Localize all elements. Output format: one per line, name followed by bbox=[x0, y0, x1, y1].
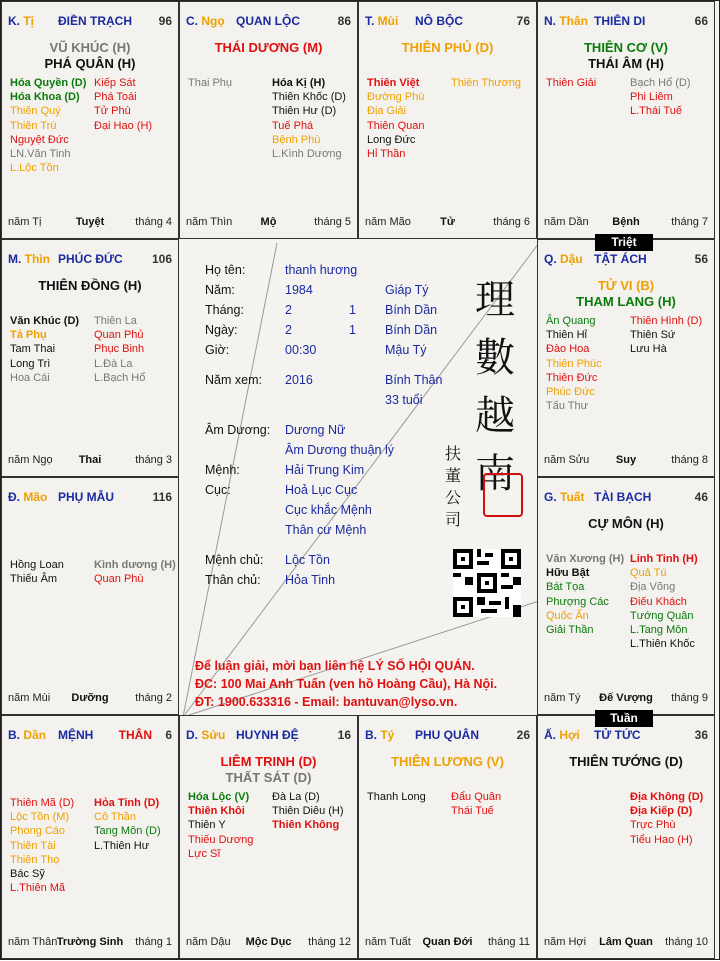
minor-star: Bác Sỹ bbox=[10, 867, 45, 880]
life-stage: Trường Sinh bbox=[56, 936, 124, 948]
left-star-column bbox=[367, 790, 426, 804]
major-star: PHÁ QUÂN (H) bbox=[44, 56, 136, 71]
year-cancchi: Giáp Tý bbox=[385, 283, 429, 297]
life-stage: Đế Vượng bbox=[599, 692, 653, 704]
life-stage: Dưỡng bbox=[71, 692, 109, 704]
minor-star: Hóa Khoa (D) bbox=[10, 91, 80, 104]
palace-month: tháng 4 bbox=[135, 216, 172, 228]
palace-month: tháng 12 bbox=[308, 936, 351, 948]
palace-title: PHỤ MẪU bbox=[58, 490, 114, 504]
major-star: THIÊN ĐỒNG (H) bbox=[38, 278, 142, 293]
major-star: THIÊN PHỦ (D) bbox=[401, 40, 494, 55]
minor-star: Địa Giải bbox=[367, 105, 407, 118]
major-star: VŨ KHÚC (H) bbox=[49, 40, 131, 55]
palace-year: năm Tị bbox=[8, 216, 42, 228]
minor-star: Đẩu Quân bbox=[451, 791, 502, 803]
palace-branch: B. Dần bbox=[8, 728, 47, 742]
life-stage: Bệnh bbox=[612, 216, 640, 228]
minor-star: Thiên Mã (D) bbox=[10, 797, 75, 809]
palace-title: TẬT ÁCH bbox=[594, 252, 647, 266]
palace-year: năm Ngọ bbox=[8, 454, 53, 466]
minor-star: Trực Phù bbox=[630, 819, 676, 832]
major-star: THIÊN LƯƠNG (V) bbox=[391, 754, 504, 769]
contact-line-3: ĐT: 1900.633316 - Email: bantuvan@lyso.vn. bbox=[195, 695, 458, 709]
minor-star: Bạch Hổ (D) bbox=[630, 77, 691, 89]
minor-star: Thiên Đức bbox=[546, 371, 598, 384]
palace-year: năm Hợi bbox=[544, 936, 587, 948]
palace-number: 96 bbox=[158, 14, 172, 28]
palace-number: 106 bbox=[151, 252, 172, 266]
minor-star: Văn Xương (H) bbox=[546, 553, 625, 565]
palace-year: năm Thìn bbox=[186, 216, 233, 228]
palace-number: 56 bbox=[694, 252, 708, 266]
amduong-value: Dương Nữ bbox=[285, 423, 346, 437]
hour-value: 00:30 bbox=[285, 343, 317, 357]
right-star-column bbox=[630, 790, 703, 847]
minor-star: Quan Phù bbox=[94, 573, 144, 586]
menh-label: Mệnh: bbox=[205, 463, 240, 477]
palace-title: MỆNH bbox=[58, 728, 94, 742]
palace-number: 86 bbox=[337, 14, 351, 28]
left-star-column bbox=[546, 314, 602, 413]
minor-star: Thiên Sứ bbox=[630, 329, 676, 342]
amduong-note: Âm Dương thuận lý bbox=[285, 443, 394, 457]
palace-branch: B. Tý bbox=[365, 728, 395, 742]
palace-month: tháng 3 bbox=[135, 454, 172, 466]
minor-star: Long Đức bbox=[367, 133, 416, 146]
minor-star: Linh Tinh (H) bbox=[630, 553, 698, 565]
major-star: THÁI DƯƠNG (M) bbox=[214, 40, 323, 55]
left-star-column bbox=[367, 76, 424, 161]
palace-year: năm Tuất bbox=[365, 936, 411, 948]
minor-star: Hoa Cái bbox=[10, 371, 50, 384]
left-star-column bbox=[10, 558, 64, 586]
palace-title: NÔ BỘC bbox=[415, 14, 463, 28]
minor-star: Địa Kiếp (D) bbox=[630, 805, 693, 818]
palace-mao bbox=[1, 477, 179, 715]
palace-month: tháng 6 bbox=[493, 216, 530, 228]
palace-title: ĐIỀN TRẠCH bbox=[58, 14, 132, 28]
left-star-column bbox=[10, 76, 86, 175]
day-label: Ngày: bbox=[205, 323, 238, 337]
major-star: THÁI ÂM (H) bbox=[588, 56, 664, 71]
minor-star: Thiên La bbox=[94, 315, 137, 327]
right-star-column bbox=[630, 76, 691, 119]
life-stage: Quan Đới bbox=[422, 936, 473, 948]
minor-star: Lưu Hà bbox=[630, 343, 667, 356]
left-star-column bbox=[546, 76, 596, 90]
palace-month: tháng 7 bbox=[671, 216, 708, 228]
minor-star: Đại Hao (H) bbox=[94, 119, 153, 132]
palace-month: tháng 10 bbox=[665, 936, 708, 948]
minor-star: Bệnh Phù bbox=[272, 133, 321, 146]
palace-branch: Ấ. Hợi bbox=[544, 728, 580, 742]
palace-branch: K. Tị bbox=[8, 14, 35, 28]
life-stage: Mộc Dục bbox=[245, 936, 292, 948]
minor-star: Quốc Ấn bbox=[546, 609, 589, 622]
minor-star: Thiên Thọ bbox=[10, 853, 60, 866]
minor-star: Thiên Khôi bbox=[188, 805, 245, 818]
palace-branch: G. Tuất bbox=[544, 490, 585, 504]
minor-star: Thiên Y bbox=[188, 819, 226, 832]
minor-star: Nguyệt Đức bbox=[10, 133, 69, 146]
minor-star: Thiếu Dương bbox=[188, 833, 254, 846]
minor-star: Tiểu Hao (H) bbox=[630, 833, 693, 846]
minor-star: Tả Phụ bbox=[10, 329, 47, 342]
minor-star: Phi Liêm bbox=[630, 91, 673, 104]
month-solar: 1 bbox=[349, 303, 356, 317]
minor-star: Phúc Đức bbox=[546, 385, 595, 398]
minor-star: Hồng Loan bbox=[10, 559, 64, 571]
minor-star: Thiên Hỉ bbox=[546, 329, 587, 342]
minor-star: Hóa Quyền (D) bbox=[10, 77, 87, 89]
palace-thin bbox=[1, 239, 179, 477]
palace-number: 16 bbox=[337, 728, 351, 742]
minor-star: Long Trì bbox=[10, 357, 51, 370]
minor-star: Tướng Quân bbox=[630, 609, 694, 622]
triet-marker: Triệt bbox=[595, 234, 653, 251]
palace-title: THIÊN DI bbox=[594, 14, 646, 28]
palace-branch: Q. Dậu bbox=[544, 252, 583, 266]
hour-cancchi: Mậu Tý bbox=[385, 343, 427, 357]
palace-title: HUYNH ĐỆ bbox=[236, 728, 299, 742]
right-star-column bbox=[272, 790, 344, 833]
palace-than bbox=[537, 1, 715, 239]
contact-line-2: ĐC: 100 Mai Anh Tuấn (ven hồ Hoàng Cầu), Hà Nội. bbox=[195, 677, 498, 691]
minor-star: Tam Thai bbox=[10, 343, 56, 356]
life-stage: Tử bbox=[440, 216, 455, 228]
right-star-column bbox=[451, 76, 521, 90]
minor-star: Hỏa Tinh (D) bbox=[94, 797, 160, 809]
minor-star: Thiên Quý bbox=[10, 105, 61, 118]
life-stage: Thai bbox=[78, 454, 102, 466]
small-calligraphy: 扶 董 公 司 bbox=[445, 444, 462, 529]
left-star-column bbox=[10, 314, 79, 385]
major-star: THẤT SÁT (D) bbox=[225, 770, 312, 785]
hour-label: Giờ: bbox=[205, 343, 230, 357]
minor-star: L.Lộc Tồn bbox=[10, 162, 59, 175]
palace-year: năm Dậu bbox=[186, 936, 231, 948]
minor-star: Thiên Khốc (D) bbox=[272, 91, 346, 104]
palace-month: tháng 1 bbox=[135, 936, 172, 948]
palace-ngo bbox=[179, 1, 358, 239]
view-year-cancchi: Bính Thân bbox=[385, 373, 443, 387]
tuan-marker: Tuần bbox=[595, 710, 653, 727]
minor-star: Lực Sĩ bbox=[188, 847, 221, 860]
minor-star: Thai Phụ bbox=[188, 77, 233, 89]
palace-title: TỬ TỨC bbox=[594, 728, 641, 742]
palace-number: 76 bbox=[516, 14, 530, 28]
life-stage: Suy bbox=[615, 454, 637, 466]
view-year-label: Năm xem: bbox=[205, 373, 262, 387]
minor-star: Phục Binh bbox=[94, 343, 145, 356]
major-star: THIÊN TƯỚNG (D) bbox=[569, 754, 683, 769]
minor-star: Hóa Lộc (V) bbox=[188, 791, 250, 803]
palace-mui bbox=[358, 1, 537, 239]
minor-star: Địa Không (D) bbox=[630, 791, 704, 803]
minor-star: L.Đà La bbox=[94, 357, 133, 370]
month-label: Tháng: bbox=[205, 303, 244, 317]
right-star-column bbox=[630, 552, 698, 651]
left-star-column bbox=[188, 76, 232, 90]
palace-dau bbox=[537, 239, 715, 477]
palace-ti bbox=[1, 1, 179, 239]
minor-star: L.Thiên Khốc bbox=[630, 638, 695, 651]
minor-star: Thái Tuế bbox=[451, 805, 494, 818]
minor-star: Đà La (D) bbox=[272, 791, 320, 803]
minor-star: Hóa Kị (H) bbox=[272, 77, 326, 89]
minor-star: L.Thiên Hư bbox=[94, 839, 150, 852]
month-cancchi: Bính Dần bbox=[385, 303, 438, 317]
minor-star: Cô Thần bbox=[94, 811, 136, 824]
cuc-note-2: Thân cư Mệnh bbox=[285, 523, 367, 537]
minor-star: Thiên Hình (D) bbox=[630, 315, 703, 327]
menhchu-label: Mệnh chủ: bbox=[205, 553, 264, 567]
minor-star: L.Tang Môn bbox=[630, 623, 688, 636]
palace-title: PHÚC ĐỨC bbox=[58, 252, 123, 266]
life-stage: Mộ bbox=[260, 216, 277, 228]
palace-year: năm Dần bbox=[544, 216, 589, 228]
left-star-column bbox=[188, 790, 253, 861]
palace-branch: M. Thìn bbox=[8, 252, 50, 266]
palace-title: QUAN LỘC bbox=[236, 14, 300, 28]
name-label: Họ tên: bbox=[205, 263, 246, 277]
menh-value: Hải Trung Kim bbox=[285, 463, 365, 477]
palace-branch: N. Thân bbox=[544, 14, 589, 28]
palace-number: 6 bbox=[165, 728, 172, 742]
minor-star: Thiên Tài bbox=[10, 839, 56, 852]
minor-star: Thiên Thương bbox=[451, 77, 522, 89]
minor-star: Ân Quang bbox=[546, 315, 596, 327]
palace-branch: T. Mùi bbox=[365, 14, 399, 28]
palace-year: năm Sửu bbox=[544, 454, 590, 466]
palace-branch: D. Sửu bbox=[186, 728, 226, 742]
day-cancchi: Bính Dần bbox=[385, 323, 438, 337]
right-star-column bbox=[272, 76, 346, 161]
minor-star: Thiếu Âm bbox=[10, 573, 58, 586]
palace-number: 36 bbox=[694, 728, 708, 742]
minor-star: Địa Võng bbox=[630, 581, 676, 594]
minor-star: Thiên Phúc bbox=[546, 357, 602, 370]
minor-star: Thiên Hư (D) bbox=[272, 105, 337, 118]
minor-star: L.Thiên Mã bbox=[10, 882, 66, 895]
right-star-column bbox=[94, 76, 152, 133]
major-star: THIÊN CƠ (V) bbox=[583, 40, 669, 55]
cuc-label: Cục: bbox=[205, 483, 231, 497]
minor-star: Điếu Khách bbox=[630, 595, 687, 608]
age-value: 33 tuổi bbox=[385, 393, 423, 407]
minor-star: L.Kình Dương bbox=[272, 147, 342, 160]
minor-star: LN.Văn Tinh bbox=[10, 147, 71, 160]
name-value: thanh hương bbox=[285, 263, 358, 277]
view-year-value: 2016 bbox=[285, 373, 313, 387]
minor-star: Bát Tọa bbox=[546, 581, 585, 594]
year-label: Năm: bbox=[205, 283, 235, 297]
palace-ty bbox=[358, 715, 537, 959]
minor-star: Văn Khúc (D) bbox=[10, 315, 80, 327]
palace-dan bbox=[1, 715, 179, 959]
right-star-column bbox=[630, 314, 702, 357]
left-star-column bbox=[10, 796, 74, 895]
life-stage: Tuyệt bbox=[75, 216, 105, 228]
thanchu-label: Thân chủ: bbox=[205, 573, 261, 587]
minor-star: Thiên Không bbox=[272, 819, 340, 832]
minor-star: Lộc Tồn (M) bbox=[10, 811, 70, 824]
palace-title: PHU QUÂN bbox=[415, 728, 480, 742]
palace-suu bbox=[179, 715, 358, 959]
minor-star: Quan Phủ bbox=[94, 329, 144, 342]
minor-star: Hữu Bật bbox=[546, 567, 590, 580]
right-star-column bbox=[94, 558, 176, 586]
minor-star: Phong Cáo bbox=[10, 825, 66, 838]
contact-line-1: Để luận giải, mời bạn liên hệ LÝ SỐ HỘI QUÁN. bbox=[195, 659, 475, 673]
minor-star: Tấu Thư bbox=[546, 400, 589, 413]
minor-star: L.Thái Tuế bbox=[630, 105, 682, 118]
minor-star: Quả Tú bbox=[630, 567, 667, 580]
year-value: 1984 bbox=[285, 283, 313, 297]
minor-star: Hỉ Thần bbox=[367, 147, 406, 160]
palace-branch: Đ. Mão bbox=[8, 490, 48, 504]
major-star: THAM LANG (H) bbox=[576, 294, 676, 309]
minor-star: Phượng Các bbox=[546, 595, 609, 608]
day-solar: 1 bbox=[349, 323, 356, 337]
palace-year: năm Thân bbox=[8, 936, 58, 948]
menhchu-value: Lộc Tồn bbox=[285, 553, 330, 567]
minor-star: Kiếp Sát bbox=[94, 77, 136, 89]
life-stage: Lâm Quan bbox=[599, 936, 653, 948]
minor-star: Tử Phù bbox=[94, 105, 131, 118]
center-info-panel bbox=[183, 243, 537, 717]
minor-star: Thiên Giải bbox=[546, 77, 597, 89]
day-lunar: 2 bbox=[285, 323, 292, 337]
minor-star: Giải Thần bbox=[546, 623, 594, 636]
minor-star: L.Bạch Hổ bbox=[94, 371, 146, 384]
palace-title: TÀI BẠCH bbox=[594, 490, 652, 504]
palace-year: năm Mùi bbox=[8, 692, 51, 704]
month-lunar: 2 bbox=[285, 303, 292, 317]
minor-star: Thiên Trù bbox=[10, 119, 57, 132]
major-star: CỰ MÔN (H) bbox=[588, 516, 664, 531]
right-star-column bbox=[94, 314, 145, 385]
cuc-value: Hoả Lục Cục bbox=[285, 483, 358, 497]
palace-title-than: THÂN bbox=[118, 728, 152, 742]
cuc-note-1: Cục khắc Mệnh bbox=[285, 503, 372, 517]
minor-star: Đường Phù bbox=[367, 91, 425, 104]
minor-star: Thiên Diêu (H) bbox=[272, 805, 344, 818]
minor-star: Kình dương (H) bbox=[94, 559, 176, 571]
minor-star: Tuế Phá bbox=[272, 119, 314, 132]
palace-tuat bbox=[537, 477, 715, 715]
palace-month: tháng 2 bbox=[135, 692, 172, 704]
left-star-column bbox=[546, 552, 624, 637]
palace-number: 26 bbox=[516, 728, 530, 742]
palace-year: năm Mão bbox=[365, 216, 411, 228]
palace-month: tháng 11 bbox=[487, 936, 530, 948]
right-star-column bbox=[451, 790, 501, 818]
minor-star: Phá Toái bbox=[94, 91, 137, 104]
thanchu-value: Hỏa Tinh bbox=[285, 573, 336, 587]
minor-star: Tang Môn (D) bbox=[94, 825, 161, 838]
palace-month: tháng 5 bbox=[314, 216, 351, 228]
minor-star: Thanh Long bbox=[367, 791, 426, 803]
minor-star: Đào Hoa bbox=[546, 343, 590, 356]
qr-code bbox=[453, 549, 521, 617]
amduong-label: Âm Dương: bbox=[205, 423, 271, 437]
red-seal-stamp bbox=[483, 473, 523, 517]
palace-year: năm Tý bbox=[544, 692, 581, 704]
major-star: TỬ VI (B) bbox=[597, 278, 655, 293]
palace-number: 116 bbox=[152, 490, 172, 504]
palace-hoi bbox=[537, 715, 715, 959]
palace-number: 66 bbox=[694, 14, 708, 28]
palace-branch: C. Ngọ bbox=[186, 14, 225, 28]
palace-month: tháng 9 bbox=[671, 692, 708, 704]
palace-number: 46 bbox=[694, 490, 708, 504]
palace-month: tháng 8 bbox=[671, 454, 708, 466]
minor-star: Thiên Quan bbox=[367, 119, 425, 132]
right-star-column bbox=[94, 796, 161, 853]
major-star: LIÊM TRINH (D) bbox=[220, 754, 317, 769]
calligraphy-logo: 理 數 越 南 bbox=[475, 277, 515, 497]
minor-star: Thiên Việt bbox=[367, 77, 420, 89]
